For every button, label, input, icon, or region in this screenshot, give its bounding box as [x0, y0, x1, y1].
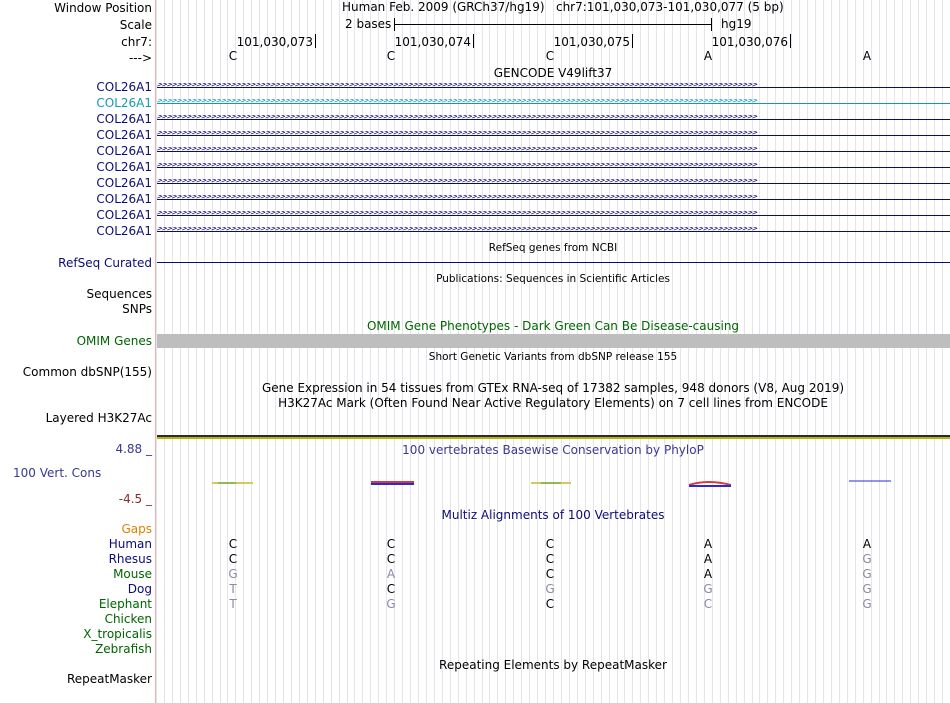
phylop-min-label: -4.5 _	[118, 492, 152, 506]
alignment-base: G	[228, 567, 238, 581]
scale-text: 2 bases	[345, 17, 392, 31]
omim-track-label[interactable]: OMIM Genes	[76, 334, 152, 348]
strand-chevrons: >>>>>>>>>>>>>>>>>>>>>>>>>>>>>>>>>>>>>>>>>>>>>>>>>>>>>>>>>>>>>>>>>>>>>>>>>>>>>>>>>>>>>>>>>>>>>>>>>>>>>>>>>>>>>>>>>>>>>>>>>>	[157, 83, 758, 90]
h3k27ac-track-label[interactable]: Layered H3K27Ac	[45, 411, 152, 425]
gencode-transcript[interactable]	[157, 131, 950, 139]
reference-base: A	[862, 49, 872, 63]
alignment-base: C	[228, 552, 238, 566]
reference-base: C	[386, 49, 396, 63]
strand-chevrons: >>>>>>>>>>>>>>>>>>>>>>>>>>>>>>>>>>>>>>>>>>>>>>>>>>>>>>>>>>>>>>>>>>>>>>>>>>>>>>>>>>>>>>>>>>>>>>>>>>>>>>>>>>>>>>>>>>>>>>>>>>	[157, 99, 758, 106]
strand-label: --->	[128, 51, 152, 65]
gencode-transcript-label[interactable]: COL26A1	[96, 192, 152, 206]
gencode-transcript[interactable]	[157, 147, 950, 155]
position-readout: chr7:101,030,073-101,030,077 (5 bp)	[555, 0, 784, 14]
species-label[interactable]: Mouse	[113, 567, 152, 581]
publications-track-title: Publications: Sequences in Scientific Articles	[436, 273, 670, 285]
alignment-base: A	[862, 537, 872, 551]
reference-base: A	[703, 49, 713, 63]
gencode-transcript-label[interactable]: COL26A1	[96, 96, 152, 110]
alignment-base: C	[386, 582, 396, 596]
alignment-base: C	[545, 537, 555, 551]
species-label[interactable]: Chicken	[104, 612, 152, 626]
h3k27ac-track-title: H3K27Ac Mark (Often Found Near Active Regulatory Elements) on 7 cell lines from ENCODE	[278, 396, 828, 410]
gencode-transcript-label[interactable]: COL26A1	[96, 160, 152, 174]
repeatmasker-track-title: Repeating Elements by RepeatMasker	[439, 658, 667, 672]
coordinate-tick	[315, 34, 316, 48]
strand-chevrons: >>>>>>>>>>>>>>>>>>>>>>>>>>>>>>>>>>>>>>>>>>>>>>>>>>>>>>>>>>>>>>>>>>>>>>>>>>>>>>>>>>>>>>>>>>>>>>>>>>>>>>>>>>>>>>>>>>>>>>>>>>	[157, 195, 758, 202]
alignment-base: G	[862, 552, 872, 566]
multiz-gaps-label[interactable]: Gaps	[121, 522, 152, 536]
gencode-transcript[interactable]	[157, 195, 950, 203]
gencode-track-title: GENCODE V49lift37	[493, 66, 613, 80]
sequences-track-label[interactable]: Sequences	[86, 287, 152, 301]
alignment-base: G	[862, 597, 872, 611]
coordinate-label: 101,030,073	[236, 35, 313, 49]
coordinate-tick	[790, 34, 791, 48]
alignment-base: C	[545, 567, 555, 581]
alignment-base: C	[386, 552, 396, 566]
h3k27ac-signal-yellow[interactable]	[157, 437, 950, 439]
strand-chevrons: >>>>>>>>>>>>>>>>>>>>>>>>>>>>>>>>>>>>>>>>>>>>>>>>>>>>>>>>>>>>>>>>>>>>>>>>>>>>>>>>>>>>>>>>>>>>>>>>>>>>>>>>>>>>>>>>>>>>>>>>>>	[157, 115, 758, 122]
omim-track-title: OMIM Gene Phenotypes - Dark Green Can Be Disease-causing	[366, 319, 740, 333]
alignment-base: A	[703, 567, 713, 581]
coordinate-label: 101,030,075	[553, 35, 630, 49]
gencode-transcript-label[interactable]: COL26A1	[96, 80, 152, 94]
multiz-track-title: Multiz Alignments of 100 Vertebrates	[441, 508, 665, 522]
omim-gene-bar[interactable]	[157, 334, 950, 348]
scale-label: Scale	[119, 18, 152, 32]
gtex-track-title: Gene Expression in 54 tissues from GTEx RNA-seq of 17382 samples, 948 donors (V8, Aug 2019)	[261, 381, 845, 395]
alignment-base: C	[386, 537, 396, 551]
coordinate-tick	[473, 34, 474, 48]
coordinate-label: 101,030,076	[711, 35, 788, 49]
alignment-base: G	[862, 582, 872, 596]
phylop-track-title: 100 vertebrates Basewise Conservation by PhyloP	[402, 443, 704, 457]
snps-track-label[interactable]: SNPs	[122, 302, 152, 316]
gencode-transcript[interactable]	[157, 115, 950, 123]
gencode-transcript-label[interactable]: COL26A1	[96, 208, 152, 222]
gencode-transcript[interactable]	[157, 83, 950, 91]
refseq-gene-line[interactable]	[157, 262, 950, 263]
dbsnp-track-title: Short Genetic Variants from dbSNP release 155	[428, 351, 678, 363]
coordinate-tick	[632, 34, 633, 48]
phylop-track-label[interactable]: 100 Vert. Cons	[13, 466, 102, 480]
alignment-base: T	[229, 582, 237, 596]
strand-chevrons: >>>>>>>>>>>>>>>>>>>>>>>>>>>>>>>>>>>>>>>>>>>>>>>>>>>>>>>>>>>>>>>>>>>>>>>>>>>>>>>>>>>>>>>>>>>>>>>>>>>>>>>>>>>>>>>>>>>>>>>>>>	[157, 163, 758, 170]
reference-base: C	[228, 49, 238, 63]
gencode-transcript[interactable]	[157, 99, 950, 107]
repeatmasker-track-label[interactable]: RepeatMasker	[66, 672, 152, 686]
assembly-title	[342, 0, 784, 14]
window-position-label: Window Position	[54, 1, 152, 15]
species-label[interactable]: Rhesus	[108, 552, 152, 566]
chrom-label: chr7:	[121, 35, 152, 49]
phylop-max-label: 4.88 _	[115, 442, 152, 456]
refseq-track-label[interactable]: RefSeq Curated	[58, 256, 152, 270]
gencode-transcript-label[interactable]: COL26A1	[96, 112, 152, 126]
scale-db: hg19	[721, 17, 752, 31]
scale-bar-right-tick	[711, 18, 712, 31]
phylop-mark-4	[689, 482, 731, 486]
gencode-transcript-label[interactable]: COL26A1	[96, 128, 152, 142]
phylop-signal[interactable]	[156, 470, 950, 492]
alignment-base: G	[862, 567, 872, 581]
species-label[interactable]: X_tropicalis	[83, 627, 152, 641]
scale-bar	[394, 24, 712, 25]
gencode-transcript[interactable]	[157, 179, 950, 187]
strand-chevrons: >>>>>>>>>>>>>>>>>>>>>>>>>>>>>>>>>>>>>>>>>>>>>>>>>>>>>>>>>>>>>>>>>>>>>>>>>>>>>>>>>>>>>>>>>>>>>>>>>>>>>>>>>>>>>>>>>>>>>>>>>>	[157, 131, 758, 138]
alignment-base: A	[386, 567, 396, 581]
alignment-base: A	[703, 537, 713, 551]
alignment-base: C	[545, 552, 555, 566]
alignment-base: A	[703, 552, 713, 566]
dbsnp-track-label[interactable]: Common dbSNP(155)	[22, 365, 152, 379]
gencode-transcript[interactable]	[157, 163, 950, 171]
gencode-transcript-label[interactable]: COL26A1	[96, 224, 152, 238]
assembly-name: Human Feb. 2009 (GRCh37/hg19)	[342, 0, 545, 14]
refseq-track-title: RefSeq genes from NCBI	[488, 242, 618, 254]
strand-chevrons: >>>>>>>>>>>>>>>>>>>>>>>>>>>>>>>>>>>>>>>>>>>>>>>>>>>>>>>>>>>>>>>>>>>>>>>>>>>>>>>>>>>>>>>>>>>>>>>>>>>>>>>>>>>>>>>>>>>>>>>>>>	[157, 147, 758, 154]
alignment-base: C	[228, 537, 238, 551]
gencode-transcript[interactable]	[157, 211, 950, 219]
species-label[interactable]: Dog	[127, 582, 152, 596]
gencode-transcript-label[interactable]: COL26A1	[96, 176, 152, 190]
gencode-transcript[interactable]	[157, 227, 950, 235]
strand-chevrons: >>>>>>>>>>>>>>>>>>>>>>>>>>>>>>>>>>>>>>>>>>>>>>>>>>>>>>>>>>>>>>>>>>>>>>>>>>>>>>>>>>>>>>>>>>>>>>>>>>>>>>>>>>>>>>>>>>>>>>>>>>	[157, 211, 758, 218]
coordinate-label: 101,030,074	[394, 35, 471, 49]
alignment-base: G	[703, 582, 713, 596]
gencode-transcript-label[interactable]: COL26A1	[96, 144, 152, 158]
alignment-base: C	[703, 597, 713, 611]
species-label[interactable]: Elephant	[98, 597, 152, 611]
reference-base: C	[545, 49, 555, 63]
alignment-base: C	[545, 597, 555, 611]
alignment-base: G	[386, 597, 396, 611]
strand-chevrons: >>>>>>>>>>>>>>>>>>>>>>>>>>>>>>>>>>>>>>>>>>>>>>>>>>>>>>>>>>>>>>>>>>>>>>>>>>>>>>>>>>>>>>>>>>>>>>>>>>>>>>>>>>>>>>>>>>>>>>>>>>	[157, 179, 758, 186]
alignment-base: T	[229, 597, 237, 611]
species-label[interactable]: Human	[108, 537, 152, 551]
strand-chevrons: >>>>>>>>>>>>>>>>>>>>>>>>>>>>>>>>>>>>>>>>>>>>>>>>>>>>>>>>>>>>>>>>>>>>>>>>>>>>>>>>>>>>>>>>>>>>>>>>>>>>>>>>>>>>>>>>>>>>>>>>>>	[157, 227, 758, 234]
alignment-base: G	[545, 582, 555, 596]
phylop-mark-2	[371, 482, 414, 484]
species-label[interactable]: Zebrafish	[95, 642, 152, 656]
